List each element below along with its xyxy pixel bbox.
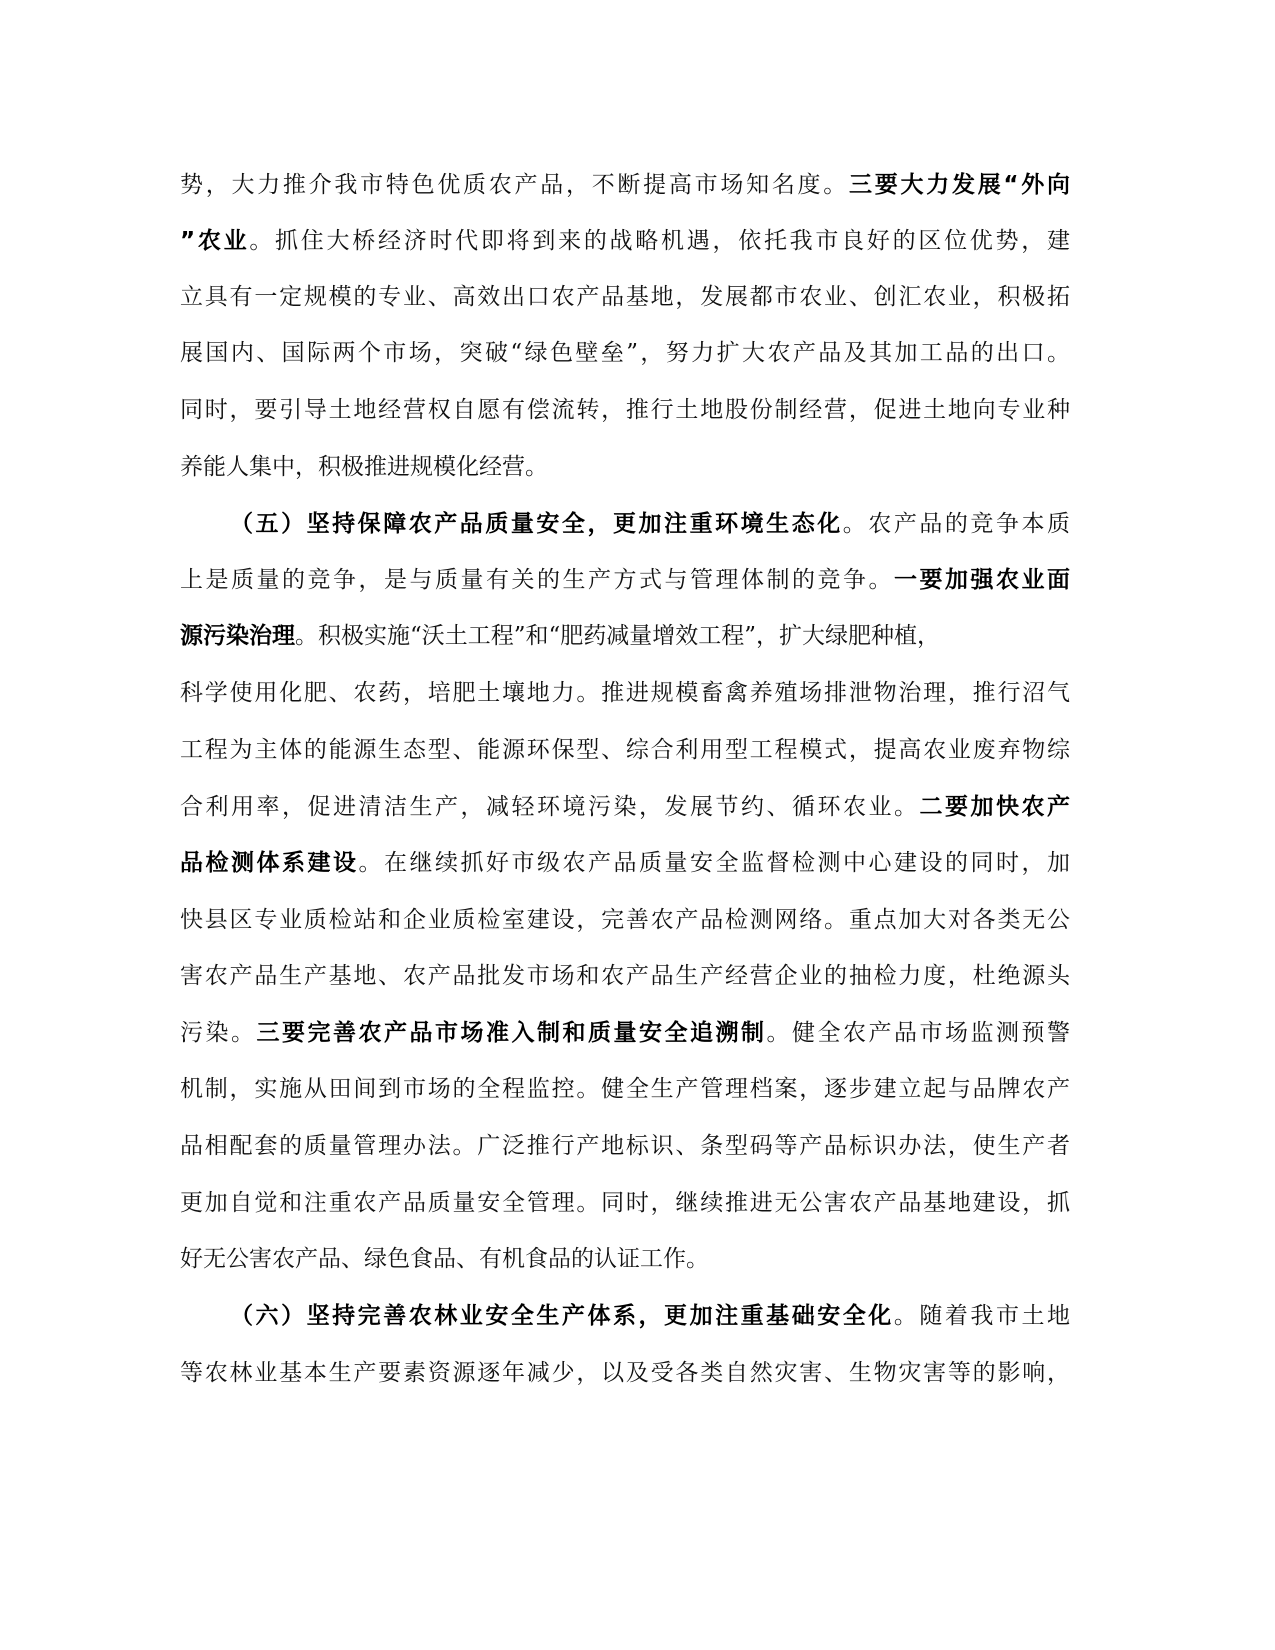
text-run-bold: ”农业 <box>180 228 250 254</box>
text-run: 等农林业基本生产要素资源逐年减少，以及受各类自然灾害、生物灾害等的影响， <box>180 1360 1070 1386</box>
text-line <box>180 399 1070 422</box>
text-run: 展国内、国际两个市场，突破“绿色壁垒”，努力扩大农产品及其加工品的出口。 <box>180 340 1070 366</box>
text-line <box>180 739 1070 762</box>
text-line <box>180 1192 1070 1215</box>
text-run: 。随着我市土地 <box>893 1303 1070 1329</box>
text-run-bold: 三要完善农产品市场准入制和质量安全追溯制 <box>256 1020 767 1046</box>
text-run: 合利用率，促进清洁生产，减轻环境污染，发展节约、循环农业。 <box>180 794 920 820</box>
text-line <box>180 1135 1070 1158</box>
text-run: 害农产品生产基地、农产品批发市场和农产品生产经营企业的抽检力度，杜绝源头 <box>180 963 1070 989</box>
text-run: 。在继续抓好市级农产品质量安全监督检测中心建设的同时，加 <box>358 850 1070 876</box>
text-run: 品相配套的质量管理办法。广泛推行产地标识、条型码等产品标识办法，使生产者 <box>180 1133 1070 1159</box>
text-run: 机制，实施从田间到市场的全程监控。健全生产管理档案，逐步建立起与品牌农产 <box>180 1076 1070 1102</box>
text-line <box>180 1248 1070 1271</box>
text-run: 同时，要引导土地经营权自愿有偿流转，推行土地股份制经营，促进土地向专业种 <box>180 397 1070 423</box>
text-line <box>180 1362 1070 1385</box>
text-run-bold: （六）坚持完善农林业安全生产体系，更加注重基础安全化 <box>230 1303 894 1329</box>
text-line <box>180 1022 1070 1045</box>
text-run-bold: 源污染治理 <box>180 623 295 649</box>
text-line <box>180 174 1070 197</box>
text-run: 快县区专业质检站和企业质检室建设，完善农产品检测网络。重点加大对各类无公 <box>180 907 1070 933</box>
text-run-bold: （五）坚持保障农产品质量安全，更加注重环境生态化 <box>230 511 843 537</box>
text-run: 污染。 <box>180 1020 257 1046</box>
text-run: 势，大力推介我市特色优质农产品，不断提高市场知名度。 <box>180 172 850 198</box>
text-run: 。抓住大桥经济时代即将到来的战略机遇，依托我市良好的区位优势，建 <box>249 228 1070 254</box>
text-line <box>180 682 1070 705</box>
text-run-bold: 二要加快农产 <box>919 794 1070 820</box>
text-run: 科学使用化肥、农药，培肥土壤地力。推进规模畜禽养殖场排泄物治理，推行沼气 <box>180 680 1070 706</box>
text-run: 立具有一定规模的专业、高效出口农产品基地，发展都市农业、创汇农业，积极拓 <box>180 284 1070 310</box>
paragraph-heading-line <box>230 513 1070 536</box>
text-line <box>180 625 1070 648</box>
text-line <box>180 230 1070 253</box>
paragraph-heading-line <box>230 1305 1070 1328</box>
text-line <box>180 965 1070 988</box>
text-line <box>180 456 1070 479</box>
text-run: 好无公害农产品、绿色食品、有机食品的认证工作。 <box>180 1246 709 1272</box>
text-run: 工程为主体的能源生态型、能源环保型、综合利用型工程模式，提高农业废弃物综 <box>180 737 1070 763</box>
text-line <box>180 1078 1070 1101</box>
text-run: 。农产品的竞争本质 <box>842 511 1070 537</box>
text-line <box>180 852 1070 875</box>
text-run: 。健全农产品市场监测预警 <box>766 1020 1070 1046</box>
text-line <box>180 286 1070 309</box>
text-line <box>180 796 1070 819</box>
text-run: 。积极实施“沃土工程”和“肥药减量增效工程”，扩大绿肥种植， <box>295 623 941 649</box>
text-line <box>180 342 1070 365</box>
text-run: 更加自觉和注重农产品质量安全管理。同时，继续推进无公害农产品基地建设，抓 <box>180 1190 1070 1216</box>
text-line <box>180 909 1070 932</box>
text-run-bold: 三要大力发展“外向 <box>849 172 1071 198</box>
text-line <box>180 569 1070 592</box>
text-run-bold: 一要加强农业面 <box>894 567 1070 593</box>
text-run-bold: 品检测体系建设 <box>180 850 359 876</box>
text-run: 上是质量的竞争，是与质量有关的生产方式与管理体制的竞争。 <box>180 567 894 593</box>
text-run: 养能人集中，积极推进规模化经营。 <box>180 454 548 480</box>
